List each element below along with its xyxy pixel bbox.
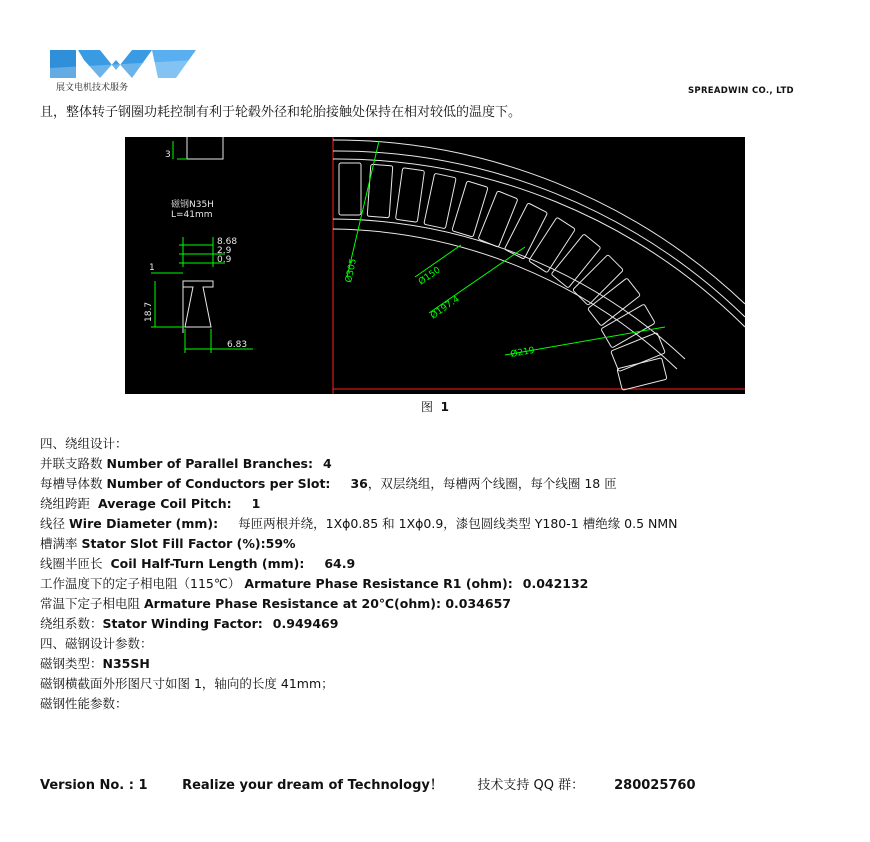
dia-219: Ø219: [509, 345, 536, 360]
row-parallel-branches: 并联支路数 Number of Parallel Branches: 4: [40, 456, 332, 471]
figure-caption: 图 1: [420, 400, 449, 414]
dim-2-9: 2.9: [217, 246, 232, 256]
winding-heading: 四、绕组设计：: [40, 436, 128, 451]
dia-197-4: Ø197.4: [428, 294, 462, 322]
row-wire-diameter: 线径 Wire Diameter (mm): 每匝两根并绕，1Xϕ0.85 和 1Xϕ0.9，漆包圆线类型 Y180-1 槽绝缘 0.5 NMN: [40, 516, 678, 531]
cad-drawing: [125, 137, 745, 394]
row-phase-resistance-hot: 工作温度下的定子相电阻（115℃） Armature Phase Resistance R1 (ohm): 0.042132: [40, 576, 589, 591]
row-magnet-props: 磁钢性能参数：: [40, 696, 128, 711]
cad-figure: [125, 137, 745, 394]
dim-8-68: 8.68: [217, 237, 238, 247]
dim-1: 1: [149, 263, 155, 273]
magnet-section-outline: [183, 281, 213, 327]
magnet-heading: 四、磁钢设计参数：: [40, 636, 153, 651]
magnet-grade-label: 磁钢N35H: [171, 200, 214, 210]
row-conductors-per-slot: 每槽导体数 Number of Conductors per Slot: 36，双层绕组，每槽两个线圈，每个线圈 18 匝: [40, 476, 617, 491]
intro-paragraph: 且，整体转子钢圈功耗控制有利于轮毂外径和轮胎接触处保持在相对较低的温度下。: [40, 105, 522, 120]
row-coil-pitch: 绕组跨距 Average Coil Pitch: 1: [40, 496, 261, 511]
dim-3: 3: [165, 150, 171, 160]
dia-305: Ø305: [344, 257, 359, 284]
content-body: [40, 434, 840, 714]
magnet-length-label: L=41mm: [171, 210, 213, 220]
dia-150: Ø150: [416, 265, 443, 288]
footer-version: Version No. : 1: [40, 778, 148, 793]
dim-0-9: 0.9: [217, 255, 232, 265]
row-magnet-type: 磁钢类型：N35SH: [40, 656, 150, 671]
row-winding-factor: 绕组系数：Stator Winding Factor: 0.949469: [40, 616, 339, 631]
row-half-turn: 线圈半匝长 Coil Half-Turn Length (mm): 64.9: [40, 556, 356, 571]
page-footer: [40, 774, 726, 793]
magnet-top-outline: [187, 137, 223, 159]
row-phase-resistance-20c: 常温下定子相电阻 Armature Phase Resistance at 20℃(ohm): 0.034657: [40, 596, 511, 611]
logo-text: 展文电机技术服务: [56, 83, 129, 93]
dim-6-83: 6.83: [227, 340, 248, 350]
footer-qq: 技术支持 QQ 群： 280025760: [477, 778, 696, 793]
company-name: SPREADWIN CO., LTD: [688, 86, 794, 96]
row-magnet-shape: 磁钢横截面外形图尺寸如图 1，轴向的长度 41mm；: [40, 676, 334, 691]
outer-arc-1: [333, 140, 745, 304]
row-slot-fill: 槽满率 Stator Slot Fill Factor (%):59%: [40, 536, 296, 551]
dim-18-7: 18.7: [144, 301, 154, 322]
footer-slogan: Realize your dream of Technology！: [182, 778, 443, 793]
